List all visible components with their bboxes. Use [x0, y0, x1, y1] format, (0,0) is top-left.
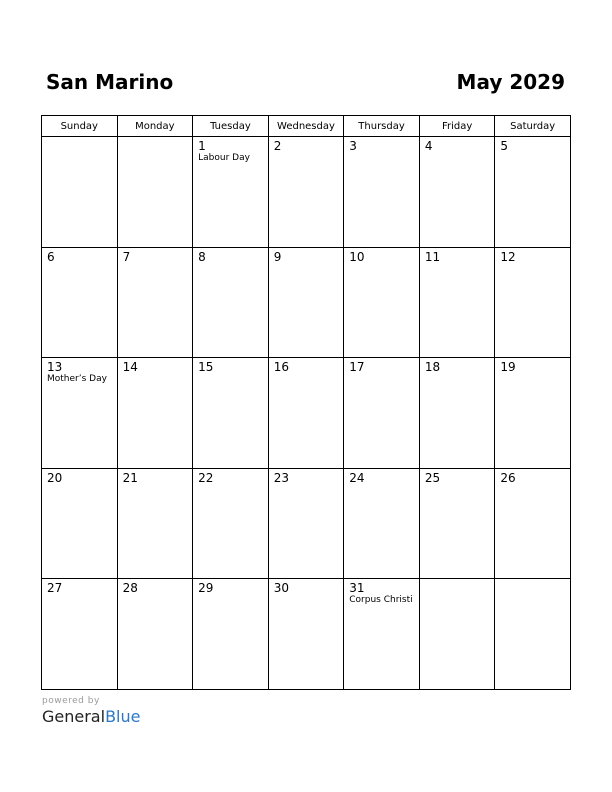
- weekday-header: Saturday: [495, 116, 571, 137]
- day-number: 23: [273, 470, 289, 485]
- weekday-header: Monday: [117, 116, 193, 137]
- week-row: [42, 468, 571, 579]
- day-cell: [419, 247, 495, 358]
- holiday-label: Corpus Christi: [349, 595, 413, 605]
- day-cell: [193, 579, 269, 690]
- day-number: 26: [500, 470, 516, 485]
- brand-blue-text: Blue: [105, 707, 141, 726]
- day-cell: [268, 468, 344, 579]
- country-title: San Marino: [46, 70, 174, 94]
- day-number: 28: [122, 581, 138, 595]
- day-number: 4: [424, 139, 433, 153]
- holiday-label: Mother’s Day: [47, 374, 107, 384]
- week-row: [42, 358, 571, 469]
- day-number: 8: [198, 249, 206, 264]
- day-number: 25: [424, 470, 441, 485]
- month-year-title: May 2029: [456, 70, 565, 94]
- day-cell: [344, 579, 420, 690]
- day-number: 16: [273, 360, 289, 374]
- weekday-header: Sunday: [42, 116, 118, 137]
- weekday-header: Thursday: [344, 116, 420, 137]
- day-cell: [495, 137, 571, 248]
- day-cell: [42, 579, 118, 690]
- day-number: [118, 137, 193, 139]
- day-cell: [344, 247, 420, 358]
- day-number: 19: [500, 360, 516, 374]
- day-number: 13: [47, 360, 63, 374]
- day-number: 21: [122, 470, 138, 485]
- footer-branding: [42, 696, 140, 726]
- day-cell: [42, 468, 118, 579]
- day-cell: [344, 468, 420, 579]
- weekday-header: Friday: [419, 116, 495, 137]
- day-cell: [117, 579, 193, 690]
- day-number: 10: [349, 249, 365, 264]
- day-number: 3: [349, 139, 357, 153]
- day-number: 20: [47, 470, 63, 485]
- day-number: 29: [198, 581, 214, 595]
- day-cell: [117, 358, 193, 469]
- generalblue-logo[interactable]: [42, 708, 140, 726]
- calendar-grid: [41, 115, 571, 690]
- day-cell: [268, 358, 344, 469]
- day-number: 5: [500, 139, 509, 153]
- day-cell: [42, 358, 118, 469]
- powered-by-text: powered by: [42, 696, 100, 706]
- day-number: 27: [47, 581, 63, 595]
- day-number: 11: [424, 249, 441, 264]
- day-cell: [495, 247, 571, 358]
- brand-general-text: General: [42, 707, 106, 726]
- weekday-header-row: [42, 116, 571, 137]
- day-number: 24: [349, 470, 365, 485]
- day-cell: [419, 137, 495, 248]
- day-number: 1: [198, 139, 206, 153]
- day-number: 15: [198, 360, 214, 374]
- day-number: 17: [349, 360, 365, 374]
- day-number: 30: [273, 581, 289, 595]
- weekday-header: Tuesday: [193, 116, 269, 137]
- day-number: [495, 579, 570, 581]
- day-number: 22: [198, 470, 214, 485]
- day-cell: [344, 137, 420, 248]
- week-row: [42, 137, 571, 248]
- day-number: 31: [349, 581, 365, 595]
- day-cell: [117, 468, 193, 579]
- day-cell: [495, 358, 571, 469]
- day-cell: [193, 137, 269, 248]
- day-number: 9: [273, 249, 282, 264]
- day-number: 2: [273, 139, 282, 153]
- day-cell: [419, 468, 495, 579]
- day-cell: [495, 579, 571, 690]
- week-row: [42, 247, 571, 358]
- day-cell: [117, 137, 193, 248]
- weekday-header: Wednesday: [268, 116, 344, 137]
- day-number: [420, 579, 495, 581]
- day-cell: [42, 137, 118, 248]
- holiday-label: Labour Day: [198, 153, 250, 163]
- day-number: 7: [122, 249, 131, 264]
- day-cell: [268, 247, 344, 358]
- day-cell: [193, 247, 269, 358]
- day-number: 12: [500, 249, 516, 264]
- day-number: 6: [47, 249, 55, 264]
- day-cell: [193, 358, 269, 469]
- day-cell: [117, 247, 193, 358]
- day-cell: [495, 468, 571, 579]
- day-number: 14: [122, 360, 138, 374]
- day-number: 18: [424, 360, 441, 374]
- day-cell: [419, 579, 495, 690]
- day-cell: [42, 247, 118, 358]
- day-cell: [344, 358, 420, 469]
- day-cell: [419, 358, 495, 469]
- day-cell: [193, 468, 269, 579]
- day-cell: [268, 579, 344, 690]
- day-cell: [268, 137, 344, 248]
- week-row: [42, 579, 571, 690]
- day-number: [42, 137, 117, 139]
